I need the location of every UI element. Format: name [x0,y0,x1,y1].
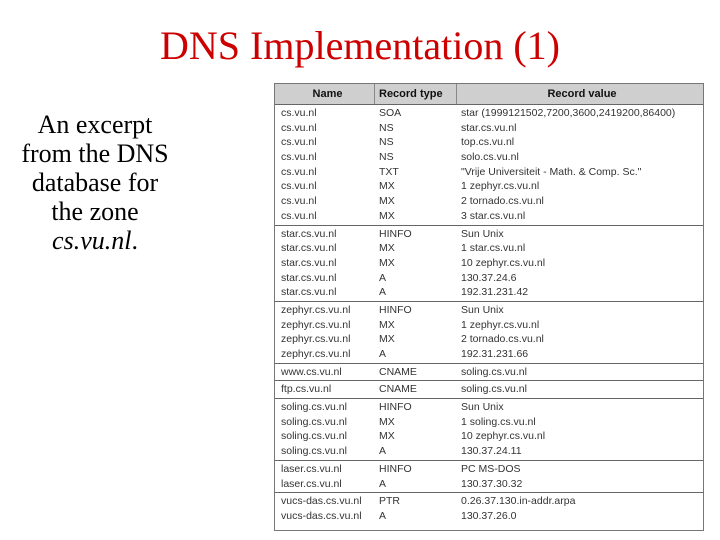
table-row [275,429,703,444]
cell-name: www.cs.vu.nl [281,365,342,378]
header-name: Name [275,84,375,104]
cell-record-type: TXT [379,165,399,178]
table-row [275,400,703,415]
cell-record-type: A [379,348,387,360]
table-header [275,84,703,105]
cell-record-type: MX [379,209,395,222]
cell-record-type: A [379,286,387,299]
record-group [275,399,703,461]
table-row [275,135,703,150]
table-row [275,382,703,397]
cell-name: cs.vu.nl [281,209,317,222]
cell-record-value: 2 tornado.cs.vu.nl [461,195,544,208]
cell-record-type: SOA [379,107,402,119]
cell-record-value: star (1999121502,7200,3600,2419200,86400) [461,107,676,119]
table-row [275,150,703,165]
table-row [275,415,703,430]
cell-record-type: HINFO [379,227,412,240]
cell-record-value: 130.37.24.6 [461,271,517,284]
cell-name: cs.vu.nl [281,151,317,164]
cell-name: soling.cs.vu.nl [281,401,347,414]
table-body [275,105,703,525]
cell-record-type: MX [379,256,395,269]
table-row [275,365,703,380]
cell-record-value: 10 zephyr.cs.vu.nl [461,430,546,443]
table-row [275,285,703,300]
cell-record-value: 1 star.cs.vu.nl [461,242,526,255]
record-group [275,226,703,302]
cell-record-type: NS [379,151,394,164]
cell-name: zephyr.cs.vu.nl [281,333,351,346]
cell-record-type: MX [379,180,395,193]
cell-record-type: MX [379,242,395,255]
cell-name: ftp.cs.vu.nl [281,383,332,396]
cell-name: star.cs.vu.nl [281,271,337,284]
table-row [275,106,703,121]
table-row [275,121,703,136]
cell-record-type: MX [379,430,395,443]
cell-record-value: top.cs.vu.nl [461,136,515,149]
cell-name: soling.cs.vu.nl [281,445,347,458]
table-row [275,318,703,333]
record-group [275,364,703,382]
cell-name: star.cs.vu.nl [281,242,337,255]
cell-record-value: 1 soling.cs.vu.nl [461,415,536,428]
caption-text: An excerpt from the DNS database for the zone [21,110,169,226]
cell-record-value: 10 zephyr.cs.vu.nl [461,256,546,269]
table-row [275,241,703,256]
table-row [275,509,703,524]
cell-name: star.cs.vu.nl [281,227,337,240]
cell-record-type: A [379,445,387,458]
cell-record-type: MX [379,195,395,208]
cell-record-type: MX [379,318,395,331]
cell-record-type: A [379,271,387,284]
cell-name: cs.vu.nl [281,195,317,208]
header-record-type: Record type [375,84,457,104]
caption-zone: cs.vu.nl [52,226,132,255]
cell-record-value: Sun Unix [461,303,504,316]
record-group [275,105,703,226]
record-group [275,381,703,399]
table-row [275,477,703,492]
table-row [275,209,703,224]
cell-record-value: "Vrije Universiteit - Math. & Comp. Sc." [461,165,642,178]
cell-record-value: star.cs.vu.nl [461,121,517,134]
cell-record-value: 130.37.30.32 [461,477,523,490]
table-row [275,303,703,318]
cell-record-value: 130.37.26.0 [461,509,517,522]
cell-name: cs.vu.nl [281,107,317,119]
record-group [275,461,703,493]
cell-record-type: A [379,509,387,522]
table-row [275,462,703,477]
cell-name: star.cs.vu.nl [281,256,337,269]
cell-name: zephyr.cs.vu.nl [281,348,351,360]
cell-record-value: PC MS-DOS [461,462,521,475]
cell-name: laser.cs.vu.nl [281,477,342,490]
table-row [275,165,703,180]
cell-record-value: 192.31.231.66 [461,348,529,360]
cell-record-value: 2 tornado.cs.vu.nl [461,333,544,346]
record-group [275,493,703,524]
cell-name: zephyr.cs.vu.nl [281,318,351,331]
table-row [275,494,703,509]
cell-record-type: NS [379,136,394,149]
cell-name: cs.vu.nl [281,121,317,134]
table-row [275,347,703,362]
cell-record-value: 1 zephyr.cs.vu.nl [461,180,540,193]
cell-name: cs.vu.nl [281,165,317,178]
header-record-value: Record value [547,88,617,100]
slide-title: DNS Implementation (1) [160,23,560,68]
cell-record-type: CNAME [379,383,417,396]
table-row [275,332,703,347]
cell-name: vucs-das.cs.vu.nl [281,495,362,508]
cell-record-value: solo.cs.vu.nl [461,151,519,164]
record-group [275,302,703,364]
cell-name: zephyr.cs.vu.nl [281,303,351,316]
cell-record-type: NS [379,121,394,134]
cell-name: laser.cs.vu.nl [281,462,342,475]
cell-record-type: CNAME [379,365,417,378]
cell-record-type: HINFO [379,303,412,316]
cell-record-type: HINFO [379,462,412,475]
cell-name: soling.cs.vu.nl [281,430,347,443]
table-row [275,179,703,194]
table-row [275,194,703,209]
cell-record-value: soling.cs.vu.nl [461,365,527,378]
cell-record-type: PTR [379,495,400,508]
cell-record-value: Sun Unix [461,227,504,240]
table-row [275,271,703,286]
cell-name: soling.cs.vu.nl [281,415,347,428]
cell-record-type: A [379,477,387,490]
cell-record-value: soling.cs.vu.nl [461,383,527,396]
table-row [275,227,703,242]
caption [20,110,170,255]
cell-record-type: MX [379,333,395,346]
cell-record-value: 1 zephyr.cs.vu.nl [461,318,540,331]
cell-record-type: HINFO [379,401,412,414]
cell-name: star.cs.vu.nl [281,286,337,299]
table-row [275,444,703,459]
cell-record-type: MX [379,415,395,428]
dns-record-table [274,83,704,531]
cell-record-value: 130.37.24.11 [461,445,522,458]
cell-record-value: 192.31.231.42 [461,286,529,299]
cell-record-value: 0.26.37.130.in-addr.arpa [461,495,576,508]
caption-period: . [131,226,138,255]
cell-record-value: 3 star.cs.vu.nl [461,209,526,222]
cell-name: cs.vu.nl [281,180,317,193]
cell-name: vucs-das.cs.vu.nl [281,509,362,522]
cell-record-value: Sun Unix [461,401,504,414]
cell-name: cs.vu.nl [281,136,317,149]
table-row [275,256,703,271]
